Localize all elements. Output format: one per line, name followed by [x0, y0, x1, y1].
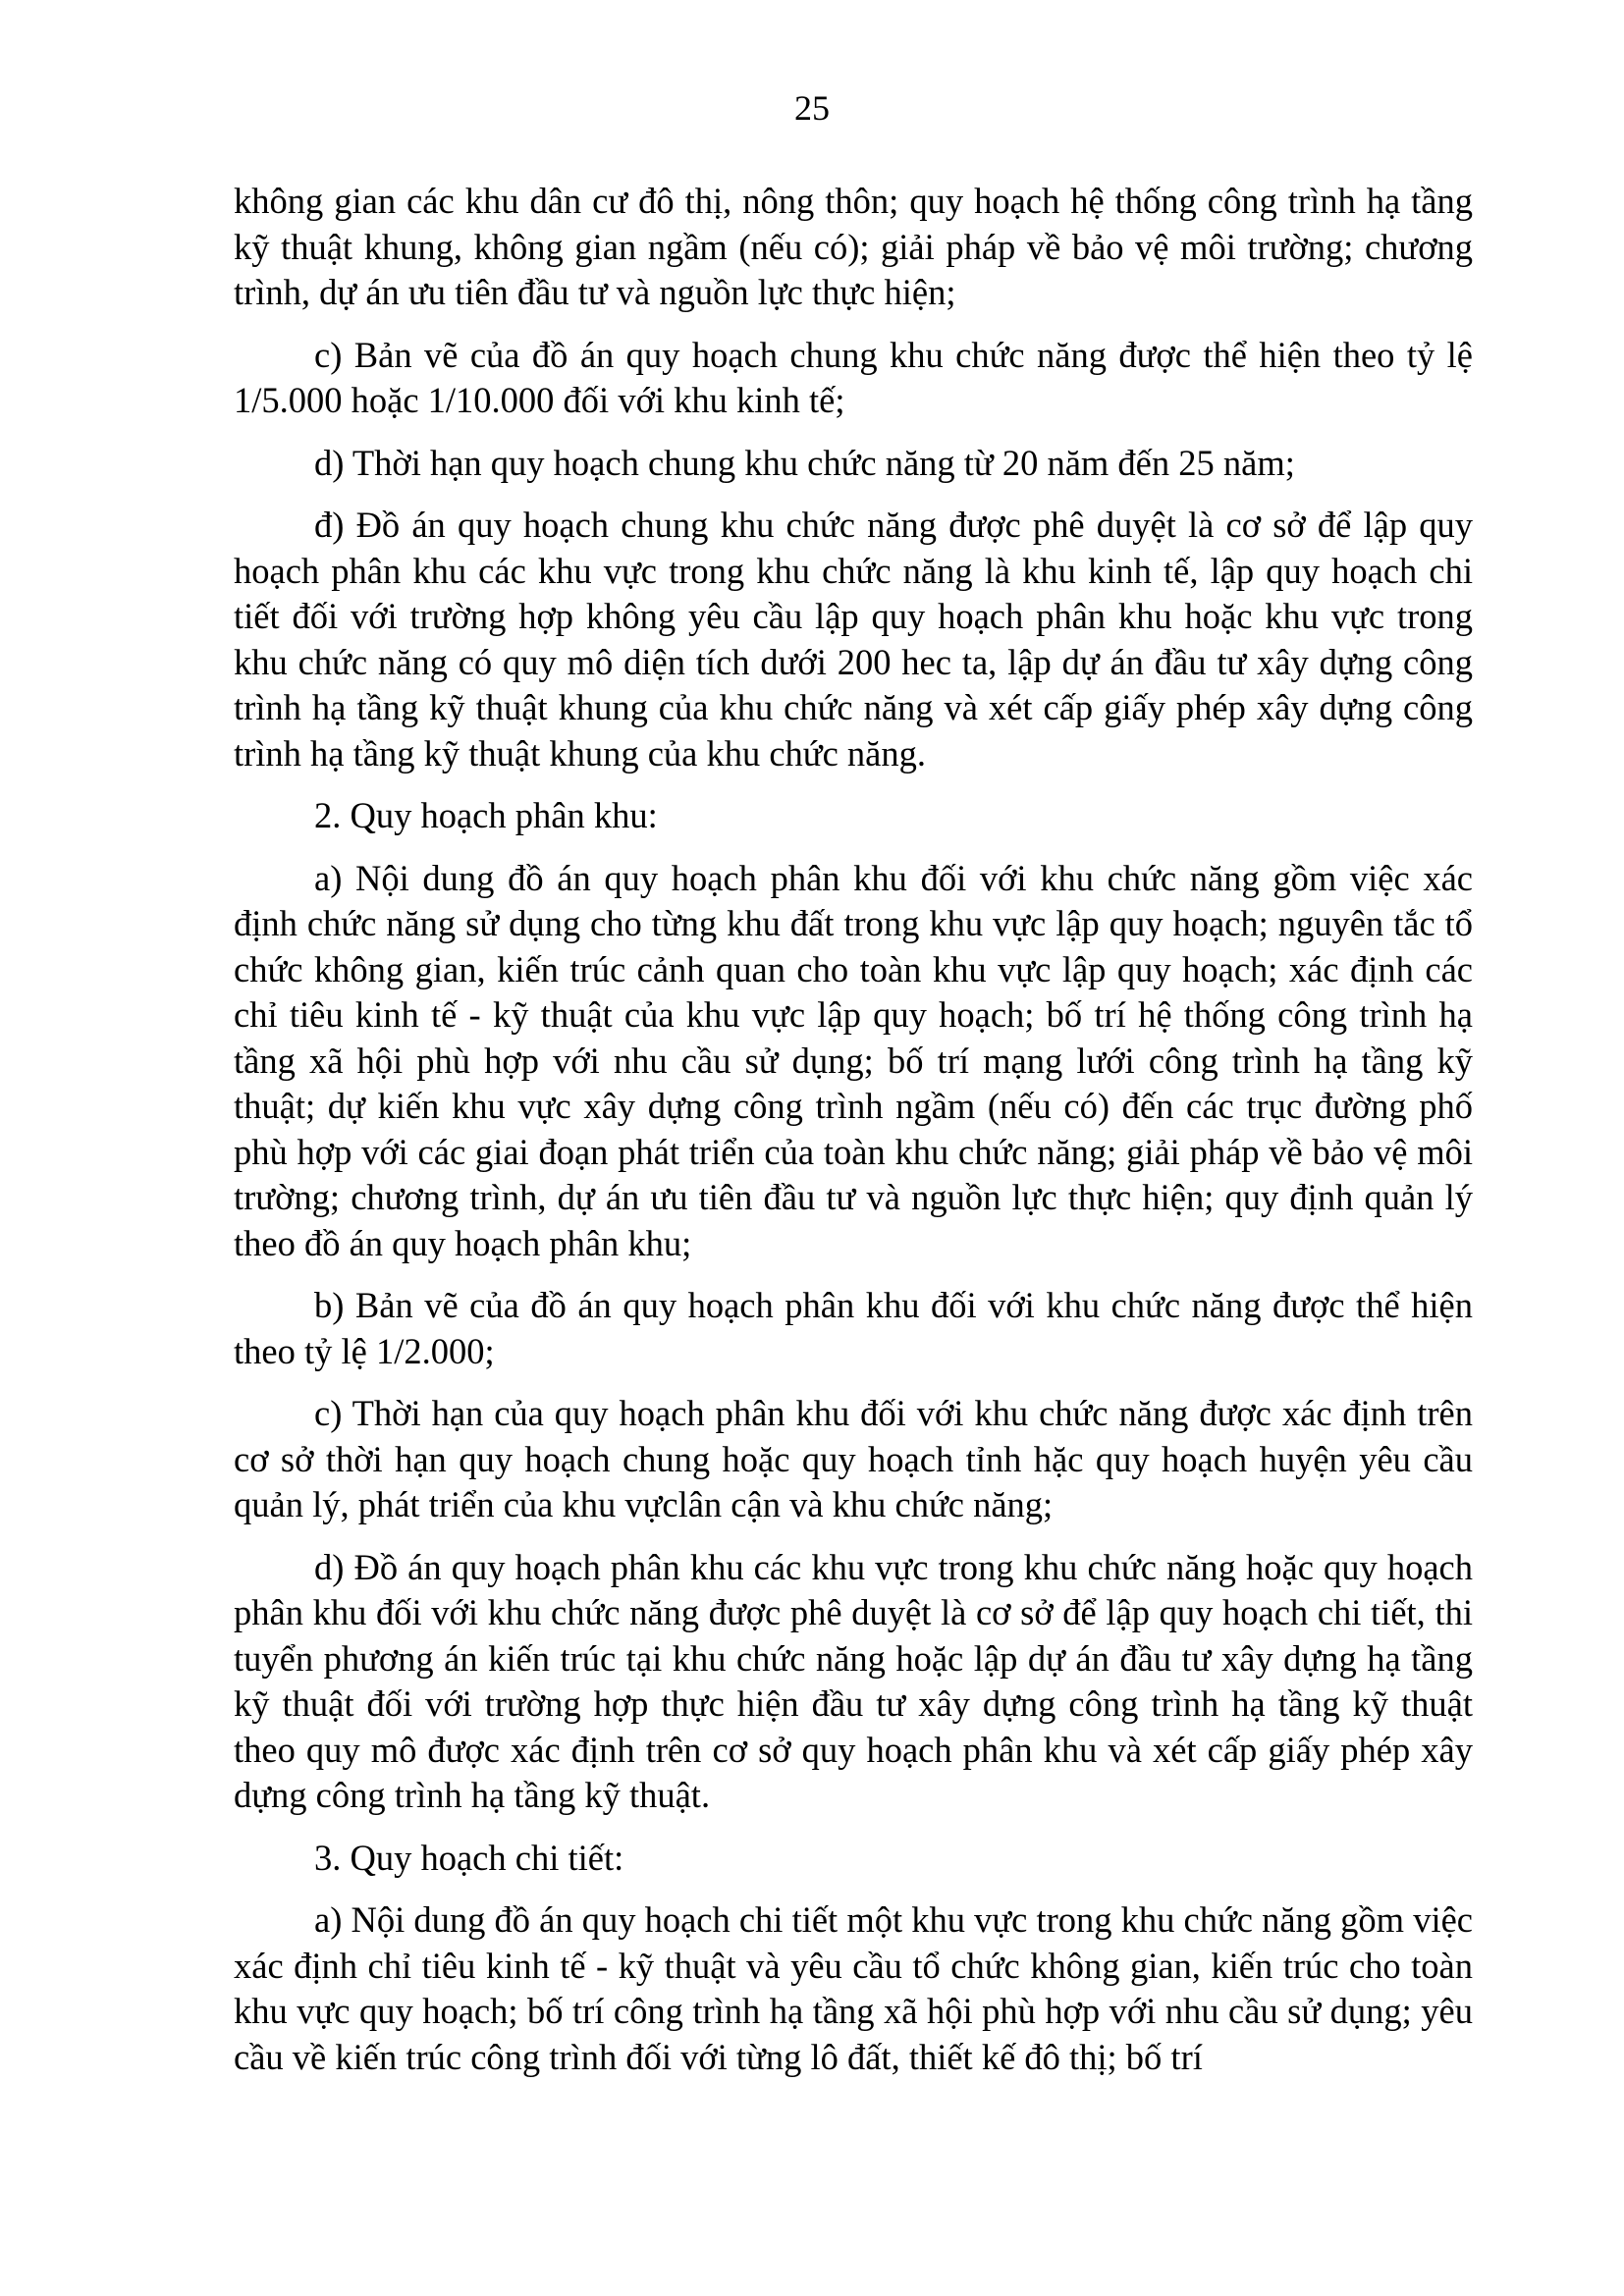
- paragraph: không gian các khu dân cư đô thị, nông thôn; quy hoạch hệ thống công trình hạ tầng kỹ thuật khung, không gian ngầm (nếu có); giải pháp về bảo vệ môi trường; chương trình, dự án ưu tiên đầu tư và nguồn lực thực hiện;: [234, 181, 1473, 312]
- paragraph: a) Nội dung đồ án quy hoạch phân khu đối với khu chức năng gồm việc xác định chức năng sử dụng cho từng khu đất trong khu vực lập quy hoạch; nguyên tắc tổ chức không gian, kiến trúc cảnh quan cho toàn khu vực lập quy hoạch; xác định các chỉ tiêu kinh tế - kỹ thuật của khu vực lập quy hoạch; bố trí hệ thống công trình hạ tầng xã hội phù hợp với nhu cầu sử dụng; bố trí mạng lưới công trình hạ tầng kỹ thuật; dự kiến khu vực xây dựng công trình ngầm (nếu có) đến các trục đường phố phù hợp với các giai đoạn phát triển của toàn khu chức năng; giải pháp về bảo vệ môi trường; chương trình, dự án ưu tiên đầu tư và nguồn lực thực hiện; quy định quản lý theo đồ án quy hoạch phân khu;: [234, 857, 1473, 1263]
- paragraph: a) Nội dung đồ án quy hoạch chi tiết một khu vực trong khu chức năng gồm việc xác định chỉ tiêu kinh tế - kỹ thuật và yêu cầu tổ chức không gian, kiến trúc cho toàn khu vực quy hoạch; bố trí công trình hạ tầng xã hội phù hợp với nhu cầu sử dụng; yêu cầu về kiến trúc công trình đối với từng lô đất, thiết kế đô thị; bố trí: [234, 1899, 1473, 2077]
- paragraph: d) Thời hạn quy hoạch chung khu chức năng từ 20 năm đến 25 năm;: [314, 442, 1295, 483]
- paragraph: b) Bản vẽ của đồ án quy hoạch phân khu đối với khu chức năng được thể hiện theo tỷ lệ 1/2.000;: [234, 1285, 1473, 1371]
- paragraph: c) Bản vẽ của đồ án quy hoạch chung khu chức năng được thể hiện theo tỷ lệ 1/5.000 hoặc 1/10.000 đối với khu kinh tế;: [234, 334, 1473, 420]
- paragraph: đ) Đồ án quy hoạch chung khu chức năng được phê duyệt là cơ sở để lập quy hoạch phân khu các khu vực trong khu chức năng là khu kinh tế, lập quy hoạch chi tiết đối với trường hợp không yêu cầu lập quy hoạch phân khu hoặc khu vực trong khu chức năng có quy mô diện tích dưới 200 hec ta, lập dự án đầu tư xây dựng công trình hạ tầng kỹ thuật khung của khu chức năng và xét cấp giấy phép xây dựng công trình hạ tầng kỹ thuật khung của khu chức năng.: [234, 505, 1473, 774]
- paragraph: c) Thời hạn của quy hoạch phân khu đối với khu chức năng được xác định trên cơ sở thời hạn quy hoạch chung hoặc quy hoạch tỉnh hặc quy hoạch huyện yêu cầu quản lý, phát triển của khu vựclân cận và khu chức năng;: [234, 1393, 1473, 1524]
- page-body: [234, 179, 1473, 2097]
- page-number: 25: [794, 88, 830, 128]
- section-heading: 3. Quy hoạch chi tiết:: [314, 1837, 624, 1878]
- section-heading: 2. Quy hoạch phân khu:: [314, 795, 658, 835]
- paragraph: d) Đồ án quy hoạch phân khu các khu vực trong khu chức năng hoặc quy hoạch phân khu đối với khu chức năng được phê duyệt là cơ sở để lập quy hoạch chi tiết, thi tuyển phương án kiến trúc tại khu chức năng hoặc lập dự án đầu tư xây dựng hạ tầng kỹ thuật đối với trường hợp thực hiện đầu tư xây dựng công trình hạ tầng kỹ thuật theo quy mô được xác định trên cơ sở quy hoạch phân khu và xét cấp giấy phép xây dựng công trình hạ tầng kỹ thuật.: [234, 1546, 1473, 1815]
